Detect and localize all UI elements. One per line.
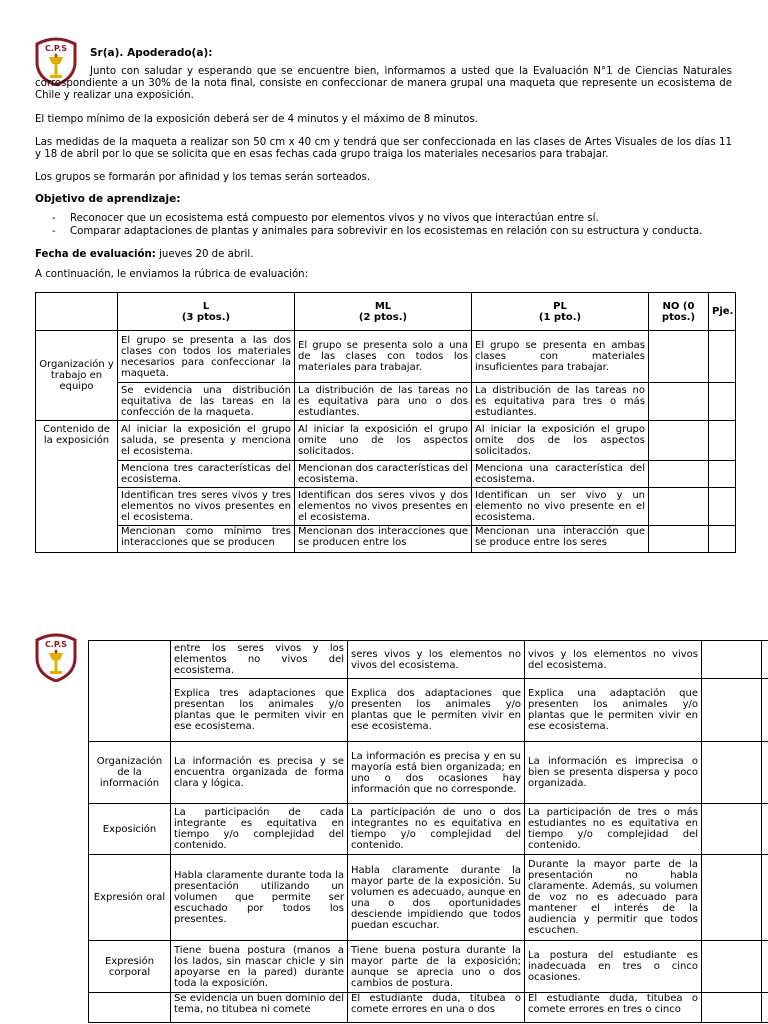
level-ml-cell: Explica dos adaptaciones que presenten los animales y/o plantas que le permiten vivir en ese ecosistema. xyxy=(348,679,525,742)
svg-text:C.P.S: C.P.S xyxy=(44,640,68,649)
evaluation-date xyxy=(35,249,253,260)
table-row xyxy=(89,804,768,855)
level-ml-cell: La información es precisa y en su mayoría está bien organizada; en uno o dos ocasiones hay información que no corresponde. xyxy=(348,742,525,804)
criterion-cell xyxy=(89,993,171,1023)
level-pl-cell: La distribución de las tareas no es equitativa para tres o más estudiantes. xyxy=(472,383,649,421)
table-row xyxy=(36,331,736,383)
score-cell xyxy=(709,461,736,488)
no-cell xyxy=(649,383,709,421)
level-l-cell: Se evidencia una distribución equitativa de las tareas en la confección de la maqueta. xyxy=(118,383,295,421)
evaluation-date-label: Fecha de evaluación: xyxy=(35,249,156,260)
measures-paragraph: Las medidas de la maqueta a realizar son 50 cm x 40 cm y tendrá que ser confeccionada en las clases de Artes Visuales de los días 11 y 18 de abril por lo que se solicita que en esas fechas cada grupo traiga los materiales necesarios para trabajar. xyxy=(35,137,732,160)
table-row xyxy=(89,855,768,941)
criterion-cell: Exposición xyxy=(89,804,171,855)
criterion-cell: Organización de la información xyxy=(89,742,171,804)
table-row xyxy=(89,679,768,742)
level-ml-cell: Habla claramente durante la mayor parte de la exposición. Su volumen es adecuado, aunque en una o dos oportunidades desciende impidiendo que todos puedan escuchar. xyxy=(348,855,525,941)
level-ml-cell: Identifican dos seres vivos y dos elementos no vivos presentes en el ecosistema. xyxy=(295,488,472,526)
header-l xyxy=(118,293,295,331)
rubric-table-part-1 xyxy=(35,292,736,553)
score-cell xyxy=(709,488,736,526)
svg-text:C.P.S: C.P.S xyxy=(44,44,68,53)
score-cell xyxy=(709,526,736,553)
document-page-2 xyxy=(0,590,768,1024)
header-pl-points: (1 pto.) xyxy=(538,311,582,323)
level-pl-cell: Mencionan una interacción que se produce entre los seres xyxy=(472,526,649,553)
rubric-header-row xyxy=(36,293,736,331)
criterion-cell xyxy=(89,641,171,742)
score-cell xyxy=(709,383,736,421)
table-row xyxy=(36,461,736,488)
score-cell xyxy=(762,941,768,993)
no-cell xyxy=(649,421,709,461)
level-pl-cell: Identifican un ser vivo y un elemento no vivo presente en el ecosistema. xyxy=(472,488,649,526)
score-cell xyxy=(762,679,768,742)
table-row xyxy=(89,742,768,804)
level-l-cell: Tiene buena postura (manos a los lados, sin mascar chicle y sin apoyarse en la pared) durante toda la exposición. xyxy=(171,941,348,993)
level-l-cell: Al iniciar la exposición el grupo saluda, se presenta y menciona el ecosistema. xyxy=(118,421,295,461)
header-pl-label: PL xyxy=(553,300,567,312)
no-cell xyxy=(702,855,762,941)
level-pl-cell: El estudiante duda, titubea o comete errores en tres o cinco xyxy=(525,993,702,1023)
level-l-cell: La información es precisa y se encuentra organizada de forma clara y lógica. xyxy=(171,742,348,804)
level-ml-cell: Mencionan dos interacciones que se producen entre los xyxy=(295,526,472,553)
header-pje: Pje. xyxy=(709,293,736,331)
table-row xyxy=(36,488,736,526)
level-pl-cell: Menciona una característica del ecosistema. xyxy=(472,461,649,488)
evaluation-date-value: jueves 20 de abril. xyxy=(155,249,254,260)
table-row xyxy=(89,993,768,1023)
level-l-cell: Menciona tres características del ecosistema. xyxy=(118,461,295,488)
header-criterion xyxy=(36,293,118,331)
objective-heading: Objetivo de aprendizaje: xyxy=(35,193,181,205)
no-cell xyxy=(702,742,762,804)
criterion-cell: Organización y trabajo en equipo xyxy=(36,331,118,421)
intro-paragraph: Junto con saludar y esperando que se encuentre bien, informamos a usted que la Evaluación N°1 de Ciencias Naturales correspondiente a un 30% de la nota final, consiste en confeccionar de manera grupal una maqueta que represente un ecosistema de Chile y realizar una exposición. xyxy=(35,66,732,101)
no-cell xyxy=(702,804,762,855)
level-l-cell: Mencionan como mínimo tres interacciones que se producen xyxy=(118,526,295,553)
level-ml-cell: seres vivos y los elementos no vivos del ecosistema. xyxy=(348,641,525,679)
no-cell xyxy=(649,526,709,553)
objectives-list xyxy=(52,212,702,238)
score-cell xyxy=(709,421,736,461)
score-cell xyxy=(709,331,736,383)
score-cell xyxy=(762,742,768,804)
no-cell xyxy=(649,488,709,526)
table-row xyxy=(36,383,736,421)
objective-item: - Reconocer que un ecosistema está compuesto por elementos vivos y no vivos que interactúan entre sí. xyxy=(52,212,702,225)
level-ml-cell: Al iniciar la exposición el grupo omite uno de los aspectos solicitados. xyxy=(295,421,472,461)
header-l-label: L xyxy=(202,300,210,312)
score-cell xyxy=(762,804,768,855)
salutation: Sr(a). Apoderado(a): xyxy=(90,47,213,59)
level-ml-cell: La participación de uno o dos integrantes no es equitativa en tiempo y/o complejidad del contenido. xyxy=(348,804,525,855)
level-pl-cell: vivos y los elementos no vivos del ecosistema. xyxy=(525,641,702,679)
score-cell xyxy=(762,993,768,1023)
level-l-cell: entre los seres vivos y los elementos no vivos del ecosistema. xyxy=(171,641,348,679)
no-cell xyxy=(702,993,762,1023)
rubric-table-part-2 xyxy=(88,640,768,1023)
table-row xyxy=(36,421,736,461)
header-l-points: (3 ptos.) xyxy=(181,311,231,323)
table-row xyxy=(89,641,768,679)
no-cell xyxy=(649,331,709,383)
score-cell xyxy=(762,855,768,941)
level-pl-cell: La postura del estudiante es inadecuada en tres o cinco ocasiones. xyxy=(525,941,702,993)
level-pl-cell: Al iniciar la exposición el grupo omite dos de los aspectos solicitados. xyxy=(472,421,649,461)
groups-paragraph: Los grupos se formarán por afinidad y los temas serán sorteados. xyxy=(35,172,371,183)
level-pl-cell: Explica una adaptación que presenten los animales y/o plantas que le permiten vivir en ese ecosistema. xyxy=(525,679,702,742)
level-pl-cell: El grupo se presenta en ambas clases con materiales insuficientes para trabajar. xyxy=(472,331,649,383)
score-cell xyxy=(762,641,768,679)
header-ml-label: ML xyxy=(374,300,392,312)
level-ml-cell: Tiene buena postura durante la mayor parte de la exposición; aunque se aprecia uno o dos cambios de postura. xyxy=(348,941,525,993)
level-l-cell: El grupo se presenta a las dos clases con todos los materiales necesarios para confeccionar la maqueta. xyxy=(118,331,295,383)
no-cell xyxy=(649,461,709,488)
objective-item: - Comparar adaptaciones de plantas y animales para sobrevivir en los ecosistemas en relación con su estructura y conducta. xyxy=(52,225,702,238)
school-crest-logo xyxy=(34,632,78,682)
criterion-cell: Contenido de la exposición xyxy=(36,421,118,553)
level-l-cell: La participación de cada integrante es equitativa en tiempo y/o complejidad del contenido. xyxy=(171,804,348,855)
level-l-cell: Identifican tres seres vivos y tres elementos no vivos presentes en el ecosistema. xyxy=(118,488,295,526)
criterion-cell: Expresión oral xyxy=(89,855,171,941)
header-ml xyxy=(295,293,472,331)
header-ml-points: (2 ptos.) xyxy=(358,311,408,323)
rubric-intro: A continuación, le enviamos la rúbrica de evaluación: xyxy=(35,269,309,280)
duration-paragraph: El tiempo mínimo de la exposición deberá ser de 4 minutos y el máximo de 8 minutos. xyxy=(35,114,478,125)
criterion-cell: Expresión corporal xyxy=(89,941,171,993)
level-ml-cell: El grupo se presenta solo a una de las clases con todos los materiales para trabajar. xyxy=(295,331,472,383)
no-cell xyxy=(702,941,762,993)
no-cell xyxy=(702,641,762,679)
header-pl xyxy=(472,293,649,331)
level-l-cell: Se evidencia un buen dominio del tema, no titubea ni comete xyxy=(171,993,348,1023)
table-row xyxy=(36,526,736,553)
level-ml-cell: La distribución de las tareas no es equitativa para uno o dos estudiantes. xyxy=(295,383,472,421)
level-l-cell: Habla claramente durante toda la presentación utilizando un volumen que permite ser escuchado por todos los presentes. xyxy=(171,855,348,941)
level-ml-cell: Mencionan dos características del ecosistema. xyxy=(295,461,472,488)
level-pl-cell: La información es imprecisa o bien se presenta dispersa y poco organizada. xyxy=(525,742,702,804)
level-pl-cell: La participación de tres o más estudiantes no es equitativa en tiempo y/o complejidad del contenido. xyxy=(525,804,702,855)
table-row xyxy=(89,941,768,993)
level-l-cell: Explica tres adaptaciones que presentan los animales y/o plantas que le permiten vivir en ese ecosistema. xyxy=(171,679,348,742)
header-no: NO (0 ptos.) xyxy=(649,293,709,331)
level-pl-cell: Durante la mayor parte de la presentación no habla claramente. Además, su volumen de voz no es adecuado para mantener el interés de la audiencia y permitir que todos escuchen. xyxy=(525,855,702,941)
no-cell xyxy=(702,679,762,742)
level-ml-cell: El estudiante duda, titubea o comete errores en una o dos xyxy=(348,993,525,1023)
